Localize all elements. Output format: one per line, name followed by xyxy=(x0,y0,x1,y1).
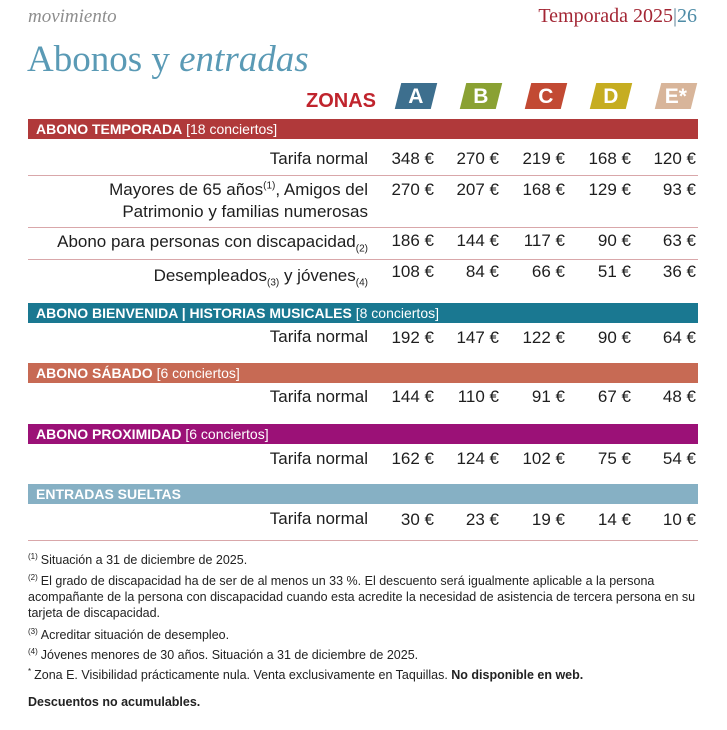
footnote-mark: * xyxy=(28,666,32,676)
zone-badge-c xyxy=(525,83,567,109)
page-title-italic: entradas xyxy=(179,39,309,80)
price-zone-d: 67 € xyxy=(597,387,631,406)
section-name: ABONO TEMPORADA xyxy=(36,121,183,137)
price-zone-c: 91 € xyxy=(531,387,565,406)
rate-label-part: Patrimonio y familias numerosas xyxy=(122,202,368,221)
section-count: [6 conciertos] xyxy=(156,365,240,381)
season-year-separator: | xyxy=(672,5,677,27)
rate-label: Tarifa normal xyxy=(269,387,368,406)
rate-label: Tarifa normal xyxy=(269,509,368,528)
price-zone-a: 30 € xyxy=(400,510,434,529)
section-count: [8 conciertos] xyxy=(355,305,439,321)
rate-label-part: y jóvenes xyxy=(279,266,356,285)
price-zone-d: 168 € xyxy=(588,149,631,168)
zones-label: ZONAS xyxy=(306,90,376,112)
zone-badge-b xyxy=(460,83,502,109)
zone-badge-e xyxy=(655,83,697,109)
price-zone-d: 75 € xyxy=(597,449,631,468)
price-zone-e: 54 € xyxy=(662,449,696,468)
page-title-main: Abonos y xyxy=(27,39,170,80)
footnote-text: El grado de discapacidad ha de ser de al menos un 33 %. El descuento será igualmente aplicable a la persona acompañante de la persona con discapacidad cuando esta acredite la necesidad de asistencia de tercera persona en su tarjeta de discapacidad. xyxy=(28,574,696,620)
price-zone-c: 122 € xyxy=(522,328,565,347)
price-zone-c: 168 € xyxy=(522,180,565,199)
section-name: ABONO PROXIMIDAD xyxy=(36,426,182,442)
price-zone-e: 64 € xyxy=(662,328,696,347)
footnote-marker: (2) xyxy=(355,243,368,255)
zone-badge-a-letter: A xyxy=(408,85,424,108)
zone-badge-b-letter: B xyxy=(473,85,489,108)
price-zone-b: 84 € xyxy=(465,262,499,281)
price-zone-a: 144 € xyxy=(391,387,434,406)
footnote-text: Situación a 31 de diciembre de 2025. xyxy=(40,553,248,567)
price-zone-a: 108 € xyxy=(391,262,434,281)
price-zone-b: 207 € xyxy=(456,180,499,199)
zone-badge-c-letter: C xyxy=(538,85,554,108)
section-bar-proximidad xyxy=(28,424,698,444)
season-year-start: 2025 xyxy=(632,5,673,27)
season-year-end: 26 xyxy=(677,5,697,27)
footnote-mark: (2) xyxy=(28,572,38,582)
footnote-text: Zona E. Visibilidad prácticamente nula. Venta exclusivamente en Taquillas. xyxy=(34,668,448,682)
price-zone-b: 147 € xyxy=(456,328,499,347)
rate-label xyxy=(57,231,368,253)
zone-badge-e-letter: E* xyxy=(664,85,687,108)
price-zone-b: 124 € xyxy=(456,449,499,468)
rate-label: Tarifa normal xyxy=(269,149,368,168)
zone-badge-d xyxy=(590,83,632,109)
rate-label-part: Desempleados xyxy=(153,266,267,285)
price-zone-b: 144 € xyxy=(456,231,499,250)
season-label xyxy=(538,5,697,28)
page-title xyxy=(27,38,309,81)
section-name: ENTRADAS SUELTAS xyxy=(36,486,181,502)
price-zone-d: 90 € xyxy=(597,328,631,347)
rate-label-part: , Amigos del xyxy=(275,180,368,199)
price-row xyxy=(28,175,698,221)
price-zone-e: 10 € xyxy=(662,510,696,529)
price-zone-d: 51 € xyxy=(597,262,631,281)
price-zone-a: 186 € xyxy=(391,231,434,250)
price-zone-c: 66 € xyxy=(531,262,565,281)
rate-label-part: Abono para personas con discapacidad xyxy=(57,232,356,251)
footnote-mark: (3) xyxy=(28,626,38,636)
closing-note: Descuentos no acumulables. xyxy=(28,695,201,709)
rate-label xyxy=(109,179,368,223)
price-zone-e: 120 € xyxy=(653,149,696,168)
price-zone-d: 129 € xyxy=(588,180,631,199)
section-bar-bienvenida xyxy=(28,303,698,323)
section-bar-entradas xyxy=(28,484,698,504)
price-zone-e: 63 € xyxy=(662,231,696,250)
footnote-text: Jóvenes menores de 30 años. Situación a 31 de diciembre de 2025. xyxy=(40,648,419,662)
footnote xyxy=(28,627,696,643)
season-word: Temporada xyxy=(538,5,628,27)
footnote-mark: (1) xyxy=(28,551,38,561)
price-zone-e: 48 € xyxy=(662,387,696,406)
price-zone-a: 348 € xyxy=(391,149,434,168)
footnote-mark: (4) xyxy=(28,646,38,656)
footnote xyxy=(28,552,696,568)
price-zone-a: 162 € xyxy=(391,449,434,468)
footnote xyxy=(28,667,696,683)
price-zone-b: 23 € xyxy=(465,510,499,529)
footnote-marker: (1) xyxy=(263,180,276,192)
rate-label: Tarifa normal xyxy=(269,327,368,346)
footnote xyxy=(28,647,696,663)
rate-label xyxy=(154,265,368,287)
price-zone-c: 219 € xyxy=(522,149,565,168)
price-zone-d: 90 € xyxy=(597,231,631,250)
zone-badge-d-letter: D xyxy=(603,85,619,108)
section-count: [6 conciertos] xyxy=(185,426,269,442)
footnote-text: Acreditar situación de desempleo. xyxy=(40,628,230,642)
price-zone-a: 192 € xyxy=(391,328,434,347)
price-row xyxy=(28,259,698,289)
price-zone-c: 117 € xyxy=(523,231,565,250)
section-name: ABONO SÁBADO xyxy=(36,365,153,381)
price-zone-d: 14 € xyxy=(597,510,631,529)
section-bar-sabado xyxy=(28,363,698,383)
footnote-bold-text: No disponible en web. xyxy=(451,668,584,682)
footnote-marker: (3) xyxy=(266,277,280,289)
section-count: [18 conciertos] xyxy=(186,121,278,137)
footnote-marker: (4) xyxy=(355,277,368,289)
section-name: ABONO BIENVENIDA | HISTORIAS MUSICALES xyxy=(36,305,352,321)
price-zone-e: 36 € xyxy=(662,262,696,281)
footnote xyxy=(28,573,696,621)
section-label: movimiento xyxy=(28,6,117,27)
price-zone-b: 270 € xyxy=(456,149,499,168)
rate-label-part: Mayores de 65 años xyxy=(109,180,264,199)
zone-badge-a xyxy=(395,83,437,109)
section-bar-temporada xyxy=(28,119,698,139)
price-zone-c: 19 € xyxy=(531,510,565,529)
price-zone-a: 270 € xyxy=(391,180,434,199)
table-bottom-rule xyxy=(28,540,698,541)
price-row xyxy=(28,227,698,255)
price-zone-e: 93 € xyxy=(662,180,696,199)
rate-label: Tarifa normal xyxy=(269,449,368,468)
price-zone-c: 102 € xyxy=(522,449,565,468)
price-zone-b: 110 € xyxy=(457,387,499,406)
